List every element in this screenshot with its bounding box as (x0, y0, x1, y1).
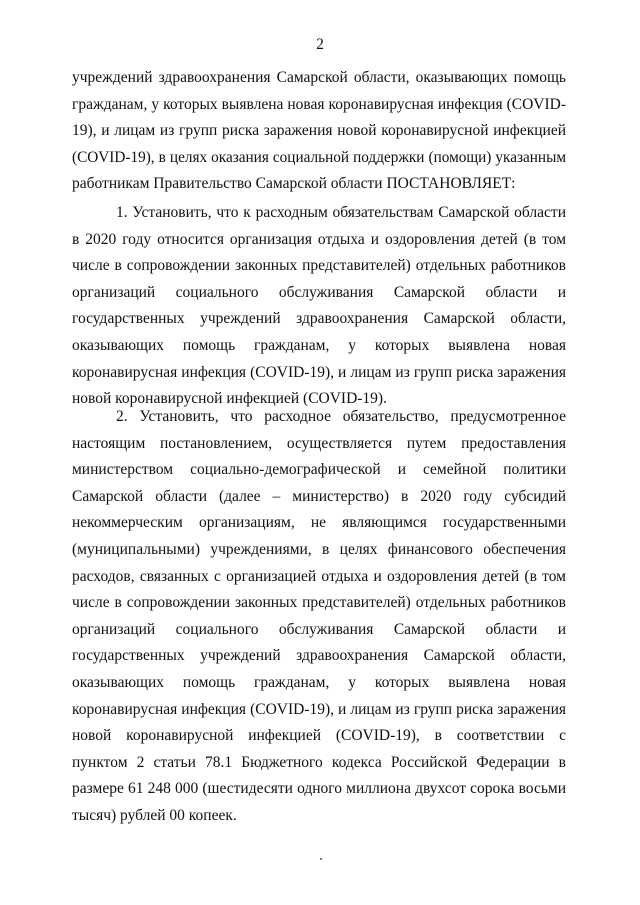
text-line: Самарской области (далее – министерство) в 2020 году субсидий (72, 487, 566, 505)
text-line: коронавирусная инфекция (COVID-19), и лицам из групп риска заражения (72, 700, 566, 718)
text-line: числе в сопровождении законных представителей) отдельных работников (72, 594, 566, 612)
page-number: 2 (316, 36, 324, 53)
text-line: 1. Установить, что к расходным обязательствам Самарской области (116, 204, 566, 221)
text-line: (муниципальными) учреждениями, в целях финансового обеспечения (72, 540, 566, 558)
text-line: оказывающих помощь гражданам, у которых выявлена новая (72, 673, 566, 691)
text-line: новой коронавирусной инфекцией (COVID-19). (72, 390, 387, 408)
text-line: 2. Установить, что расходное обязательство, предусмотренное (116, 408, 566, 425)
text-line: гражданам, у которых выявлена новая коронавирусная инфекция (COVID- (72, 95, 566, 113)
paragraph-item-2 (72, 404, 566, 830)
text-line: новой коронавирусной инфекцией (COVID-19), в соответствии с (72, 727, 566, 745)
text-line: государственных учреждений здравоохранения Самарской области, (72, 647, 566, 665)
paragraph-item-1 (72, 200, 566, 413)
text-line: организаций социального обслуживания Самарской области и (72, 283, 566, 301)
text-line: оказывающих помощь гражданам, у которых выявлена новая (72, 336, 566, 354)
text-line: числе в сопровождении законных представителей) отдельных работников (72, 257, 566, 275)
paragraph-intro-continuation (72, 65, 566, 198)
text-line: пунктом 2 статьи 78.1 Бюджетного кодекса Российской Федерации в (72, 753, 566, 771)
text-line: некоммерческим организациям, не являющимся государственными (72, 514, 566, 532)
text-line: министерством социально-демографической и семейной политики (72, 461, 566, 479)
text-line: размере 61 248 000 (шестидесяти одного миллиона двухсот сорока восьми (72, 780, 566, 798)
text-line: в 2020 году относится организация отдыха и оздоровления детей (в том (72, 230, 566, 248)
text-line: коронавирусная инфекция (COVID-19), и лицам из групп риска заражения (72, 363, 566, 381)
text-line: работникам Правительство Самарской области ПОСТАНОВЛЯЕТ: (72, 175, 516, 193)
text-line: (COVID-19), в целях оказания социальной поддержки (помощи) указанным (72, 148, 566, 166)
text-line: государственных учреждений здравоохранения Самарской области, (72, 310, 566, 328)
text-line: организаций социального обслуживания Самарской области и (72, 620, 566, 638)
text-line: учреждений здравоохранения Самарской области, оказывающих помощь (72, 69, 566, 86)
text-line: расходов, связанных с организацией отдыха и оздоровления детей (в том (72, 567, 566, 585)
text-line: тысяч) рублей 00 копеек. (72, 806, 237, 824)
text-line: настоящим постановлением, осуществляется путем предоставления (72, 434, 566, 452)
scan-speck (320, 858, 322, 860)
text-line: 19), и лицам из групп риска заражения новой коронавирусной инфекцией (72, 122, 566, 140)
